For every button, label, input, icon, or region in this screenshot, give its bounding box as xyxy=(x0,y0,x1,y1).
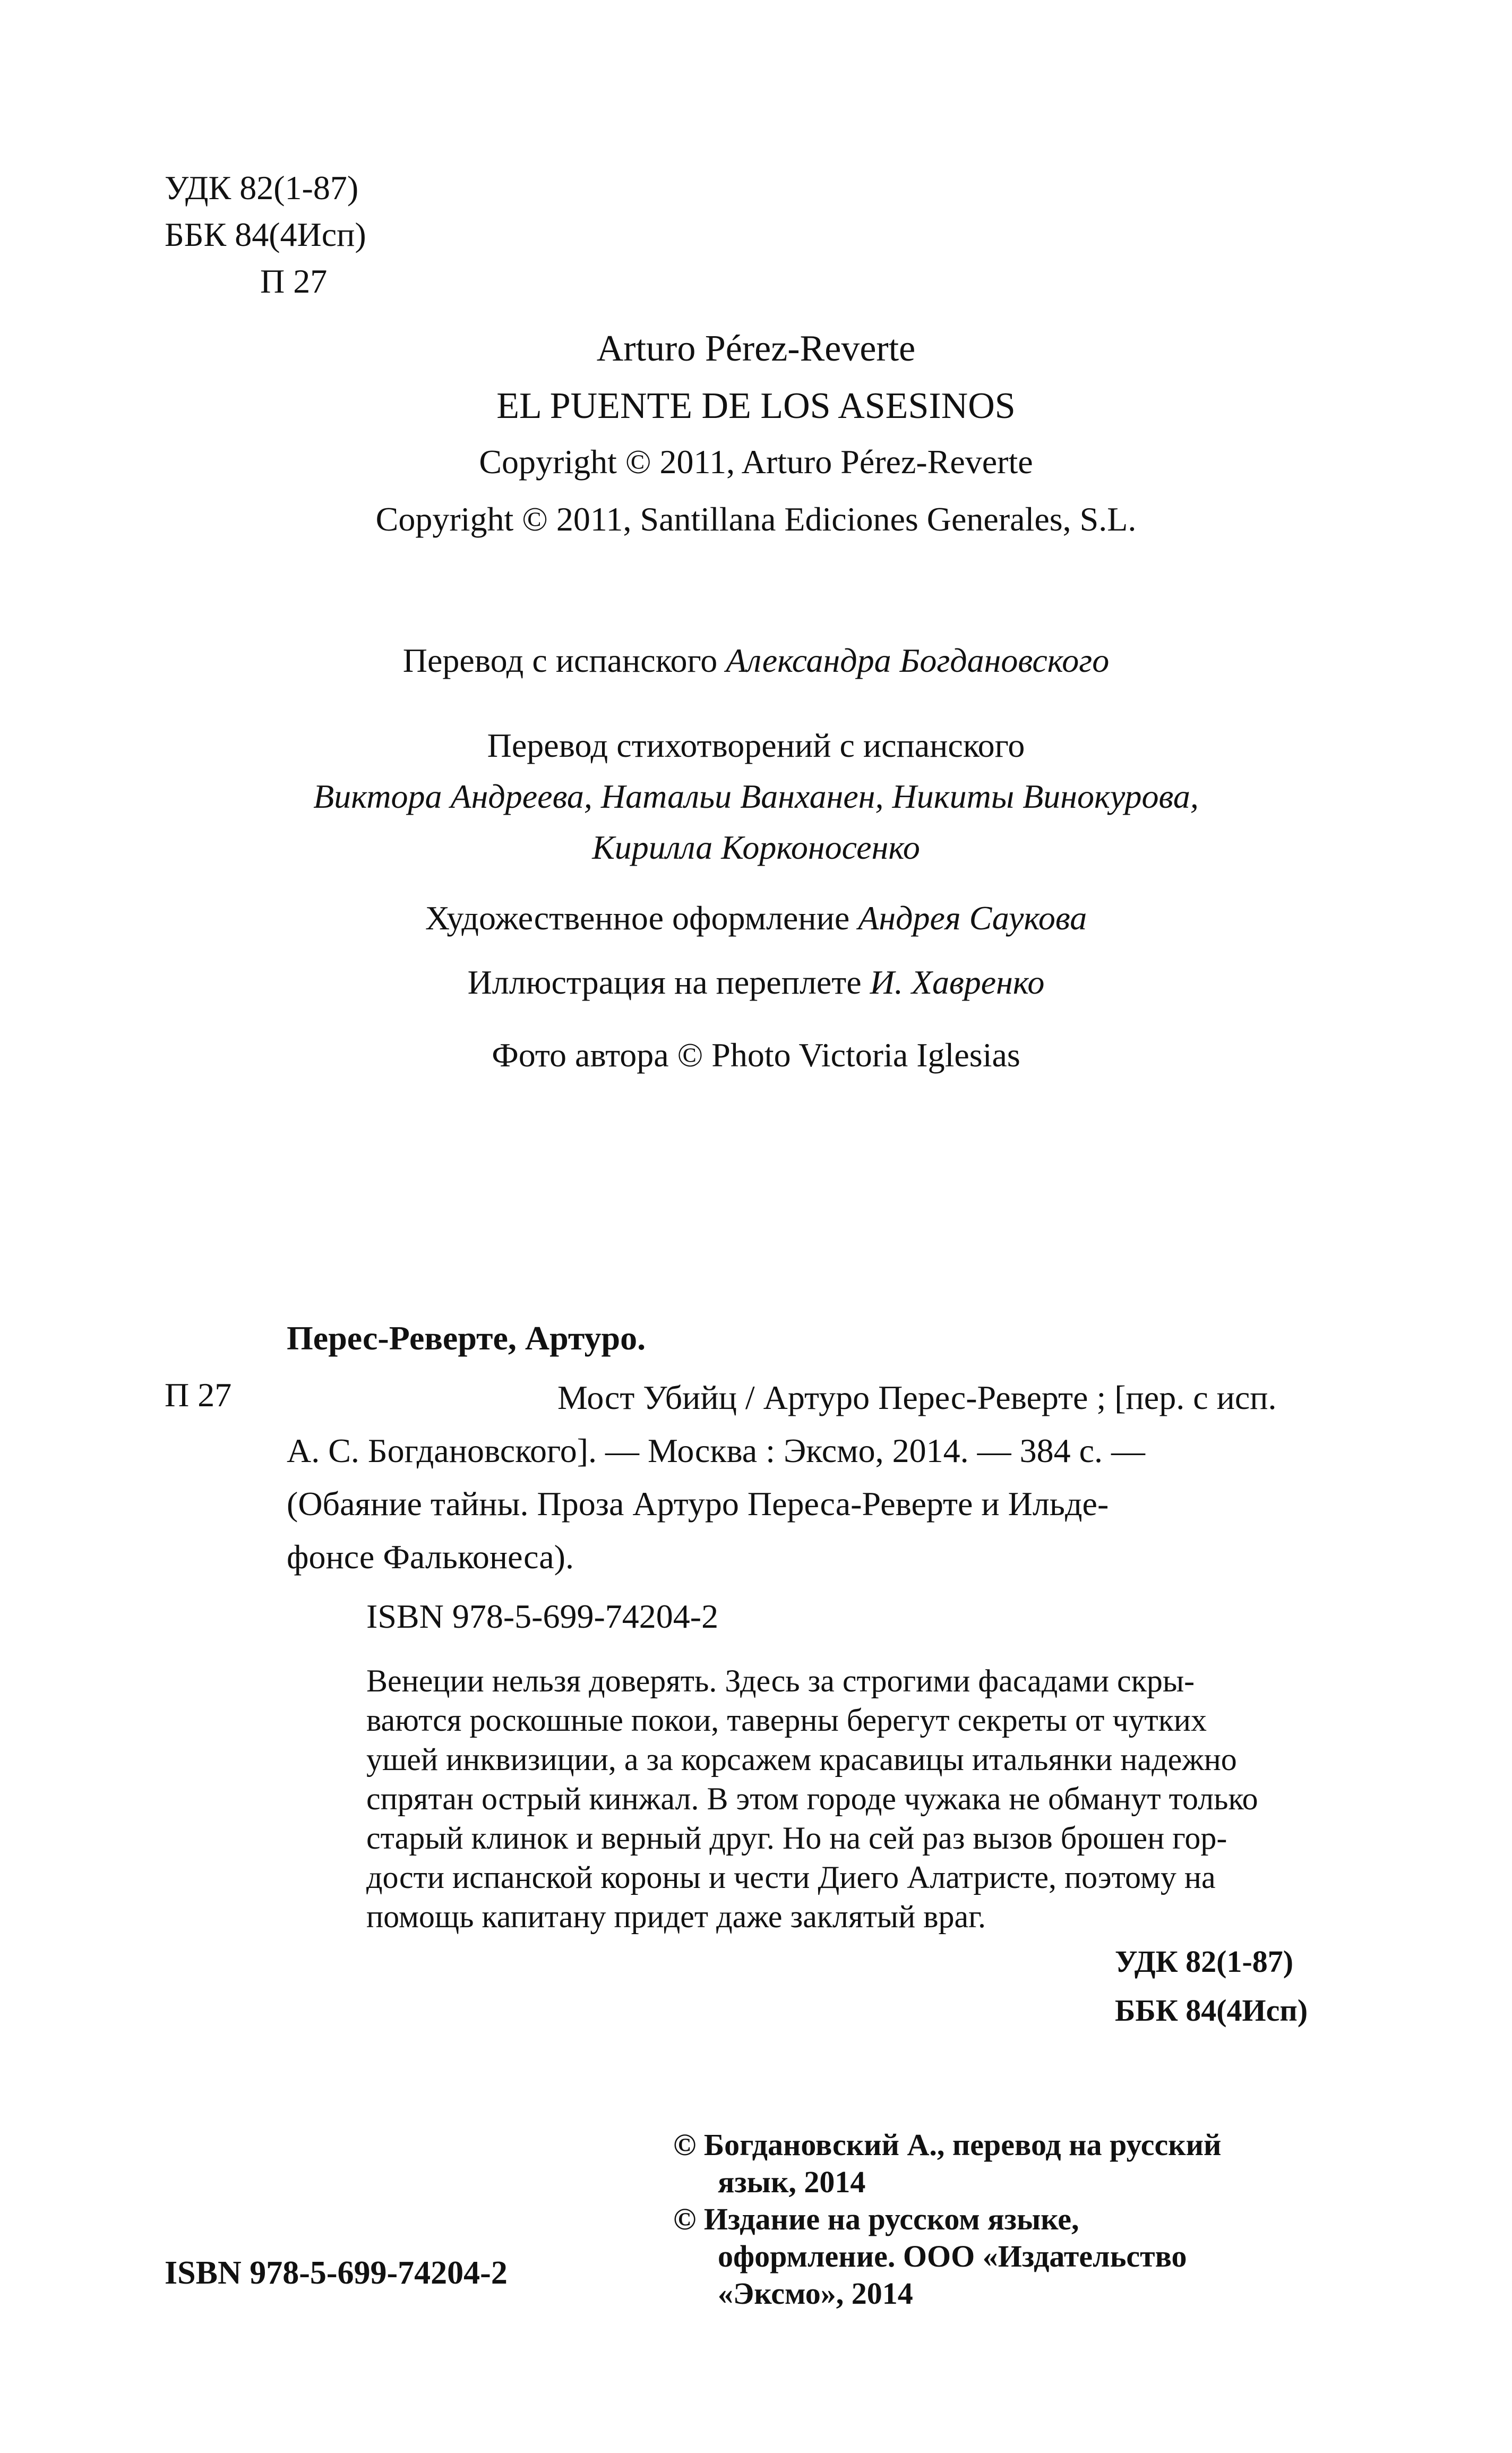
catalog-entry-line: фонсе Фальконеса). xyxy=(287,1538,574,1576)
rights-notice xyxy=(673,2127,1221,2313)
poems-translation-label: Перевод стихотворений с испанского xyxy=(487,727,1025,764)
cover-illustration-credit xyxy=(0,965,1512,999)
annotation-line: ушей инквизиции, а за корсажем красавицы итальянки надежно xyxy=(366,1742,1237,1777)
illustrator-name: И. Хавренко xyxy=(870,963,1045,1001)
translation-label: Перевод с испанского xyxy=(402,642,718,679)
copyright-publisher: Copyright © 2011, Santillana Ediciones Generales, S.L. xyxy=(375,500,1137,538)
catalog-entry-line: А. С. Богдановского]. — Москва : Эксмо, 2014. — 384 с. — xyxy=(287,1432,1146,1469)
original-title: EL PUENTE DE LOS ASESINOS xyxy=(496,386,1016,426)
classification-codes xyxy=(165,171,366,311)
annotation-line: старый клинок и верный друг. Но на сей раз вызов брошен гор- xyxy=(366,1820,1227,1856)
original-author: Arturo Pérez-Reverte xyxy=(596,328,916,369)
designer-name: Андрея Саукова xyxy=(858,899,1087,937)
rights-line: © Богдановский А., перевод на русский xyxy=(673,2127,1222,2162)
catalog-entry-line: (Обаяние тайны. Проза Артуро Переса-Реверте и Ильде- xyxy=(287,1485,1109,1523)
catalog-isbn: ISBN 978-5-699-74204-2 xyxy=(366,1597,719,1635)
original-edition-block xyxy=(0,330,1512,560)
poems-translators-line-1: Виктора Андреева, Натальи Ванханен, Никиты Винокурова, xyxy=(313,777,1199,815)
author-photo-credit: Фото автора © Photo Victoria Iglesias xyxy=(492,1036,1020,1074)
udk-code: УДК 82(1-87) xyxy=(165,169,359,207)
rights-line: © Издание на русском языке, xyxy=(673,2202,1079,2236)
bbk-code: ББК 84(4Исп) xyxy=(165,216,366,253)
udk-code: УДК 82(1-87) xyxy=(1115,1944,1294,1979)
design-label: Художественное оформление xyxy=(425,899,850,937)
poems-translators-line-2: Кирилла Корконосенко xyxy=(592,828,920,866)
annotation-line: дости испанской короны и чести Диего Алатристе, поэтому на xyxy=(366,1860,1216,1895)
rights-line: язык, 2014 xyxy=(718,2165,866,2199)
rights-line: «Эксмо», 2014 xyxy=(718,2276,913,2311)
annotation-line: спрятан острый кинжал. В этом городе чужака не обманут только xyxy=(366,1781,1258,1816)
bottom-classification-codes xyxy=(1115,1944,1308,2041)
design-credit xyxy=(0,901,1512,935)
rights-line: оформление. ООО «Издательство xyxy=(718,2239,1187,2273)
annotation-line: Венеции нельзя доверять. Здесь за строгими фасадами скры- xyxy=(366,1663,1195,1698)
annotation-line: ваются роскошные покои, таверны берегут секреты от чутких xyxy=(366,1703,1207,1738)
catalog-author-mark: П 27 xyxy=(165,1376,232,1414)
annotation-line: помощь капитану придет даже заклятый враг. xyxy=(366,1899,986,1934)
bbk-code: ББК 84(4Исп) xyxy=(1115,1993,1308,2028)
footer-isbn: ISBN 978-5-699-74204-2 xyxy=(165,2255,508,2291)
author-mark: П 27 xyxy=(260,262,328,300)
catalog-entry-line: Мост Убийц / Артуро Перес-Реверте ; [пер. с исп. xyxy=(557,1379,1277,1416)
translation-credit xyxy=(0,644,1512,678)
translator-name: Александра Богдановского xyxy=(726,642,1110,679)
annotation xyxy=(366,1661,1354,1936)
copyright-author: Copyright © 2011, Arturo Pérez-Reverte xyxy=(479,443,1033,481)
catalog-author-heading: Перес-Реверте, Артуро. xyxy=(287,1319,646,1357)
cover-label: Иллюстрация на переплете xyxy=(467,963,862,1001)
